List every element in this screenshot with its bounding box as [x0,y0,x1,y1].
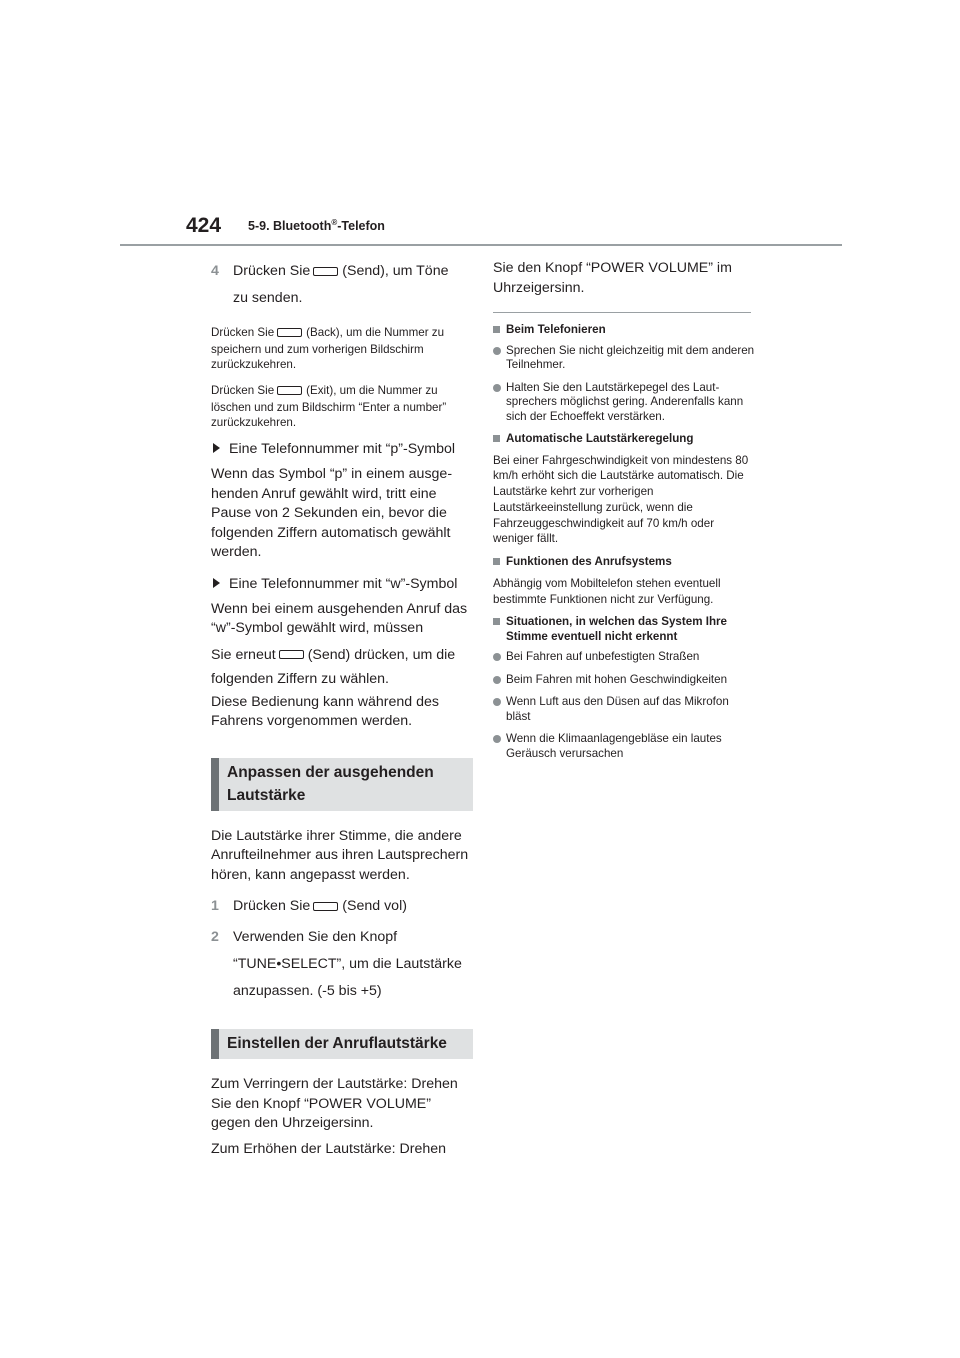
note-item-text: Halten Sie den Lautstärkepegel des Lautsprechers möglichst gering. Anderenfalls kann sich der Echoeffekt verstärken. [506,380,744,423]
note-text: löschen und zum Bildschirm “Enter a number” zurückzukehren. [211,401,447,429]
exit-button-icon [277,386,302,395]
send-button-icon [279,650,304,659]
page-header [0,0,960,250]
send-vol-button-icon [313,902,338,911]
note-text: Drücken Sie [211,384,275,397]
continued-text: Sie den Knopf “POWER VOLUME” im Uhrzeigersinn. [493,260,732,296]
note-item [493,695,755,724]
body-text: (Send) drücken, um die [307,646,456,663]
functions-text: Abhängig vom Mobiltelefon stehen eventuell bestimmte Funktionen nicht zur Verfügung. [493,576,721,606]
bullet-heading-text: Eine Telefonnummer mit “w”-Symbol [229,575,458,592]
decrease-volume-text: Zum Verringern der Lautstärke: Drehen Sie den Knopf “POWER VOLUME” gegen den Uhrzeigersinn. [211,1076,458,1131]
note-heading-text: Automatische Lautstärkeregelung [506,432,694,445]
step-2 [211,924,473,1005]
note-text: speichern und zum vorherigen Bildschirm zurückzukehren. [211,343,424,371]
note-item [493,344,755,373]
note-heading-calling [493,323,755,338]
section-title [248,218,385,233]
note-heading-auto-volume [493,432,755,447]
w-symbol-text-2 [211,643,473,691]
triangle-bullet-icon [213,443,220,453]
dot-bullet-icon [493,676,501,684]
note-item-text: Beim Fahren mit hohen Geschwindigkeiten [506,672,728,686]
p-symbol-text: Wenn das Symbol “p” in einem ausgehenden Anruf gewählt wird, tritt eine Pause von 2 Sekunden ein, bevor die folgenden Ziffern automatisch gewählt werden. [211,466,453,560]
w-symbol-text [211,600,473,639]
right-column [493,258,755,769]
note-heading-text: Situationen, in welchen das System Ihre Stimme eventuell nicht erkennt [506,615,727,643]
step-text: Verwenden Sie den Knopf “TUNE•SELECT”, um die Lautstärke anzupassen. (-5 bis +5) [233,929,462,999]
note-item-text: Wenn Luft aus den Düsen auf das Mikrofon bläst [506,695,729,723]
header-divider [120,244,842,246]
square-bullet-icon [493,558,500,565]
dot-bullet-icon [493,735,501,743]
note-heading-text: Beim Telefonieren [506,323,606,336]
step-number: 2 [211,929,219,945]
body-text: Wenn bei einem ausgehenden Anruf das “w”-Symbol gewählt wird, müssen [211,600,468,636]
triangle-bullet-icon [213,578,220,588]
body-text: folgenden Ziffern zu wählen. [211,670,389,687]
note-item [493,381,755,425]
note-item-text: Wenn die Klimaanlagengebläse ein lautes Geräusch verursachen [506,732,722,760]
section-title-prefix: 5-9. Bluetooth [248,219,332,234]
registered-mark: ® [331,218,338,227]
section-title-suffix: -Telefon [337,219,385,234]
step-1 [211,893,473,920]
step-text: Drücken Sie [233,263,311,279]
dot-bullet-icon [493,698,501,706]
square-bullet-icon [493,435,500,442]
square-bullet-icon [493,326,500,333]
step-number: 1 [211,898,219,914]
note-heading-text: Funktionen des Anrufsystems [506,555,672,569]
step-text: Drücken Sie [233,898,311,914]
auto-volume-text: Bei einer Fahrgeschwindigkeit von mindestens 80 km/h erhöht sich die Lautstärke automatisch. Die Lautstärke kehrt zur vorherigen Lautstärkeeinstellung zurück, wenn die Fahrzeuggeschwindigkeit auf 70 km/h oder weniger fällt. [493,453,749,546]
note-text: (Back), um die Nummer zu [306,326,445,339]
step-4 [211,258,473,312]
note-text: (Exit), um die Nummer zu [306,384,438,397]
dot-bullet-icon [493,384,501,392]
note-heading-functions [493,555,755,570]
note-item [493,732,755,761]
send-button-icon [313,267,338,276]
back-note [211,322,473,372]
notes-divider [493,312,751,313]
note-item [493,673,755,688]
note-item-text: Sprechen Sie nicht gleichzeitig mit dem anderen Teilnehmer. [506,343,755,371]
step-number: 4 [211,263,219,279]
w-symbol-text-3: Diese Bedienung kann während des Fahrens vorgenommen werden. [211,693,439,729]
heading-call-volume: Einstellen der Anruflautstärke [211,1029,473,1059]
square-bullet-icon [493,618,500,625]
note-item [493,650,755,665]
dot-bullet-icon [493,653,501,661]
dot-bullet-icon [493,347,501,355]
exit-note [211,380,473,430]
p-symbol-heading [211,440,473,459]
note-heading-voice-recognition [493,615,755,644]
page-number: 424 [186,214,222,237]
body-text: Sie erneut [211,646,276,663]
left-column [211,258,473,1165]
step-text: (Send), um Töne [342,263,449,279]
note-text: Drücken Sie [211,326,275,339]
w-symbol-heading [211,575,473,594]
bullet-heading-text: Eine Telefonnummer mit “p”-Symbol [229,441,456,457]
step-text: zu senden. [233,290,303,306]
note-item-text: Bei Fahren auf unbefestigten Straßen [506,650,700,664]
heading-outgoing-volume: Anpassen der ausgehenden Lautstärke [211,758,473,811]
back-button-icon [277,328,302,337]
volume-intro-text: Die Lautstärke ihrer Stimme, die andere Anrufteilnehmer aus ihren Lautsprechern hören, kann angepasst werden. [211,827,469,883]
step-text: (Send vol) [342,898,407,914]
increase-volume-text: Zum Erhöhen der Lautstärke: Drehen [211,1140,447,1157]
